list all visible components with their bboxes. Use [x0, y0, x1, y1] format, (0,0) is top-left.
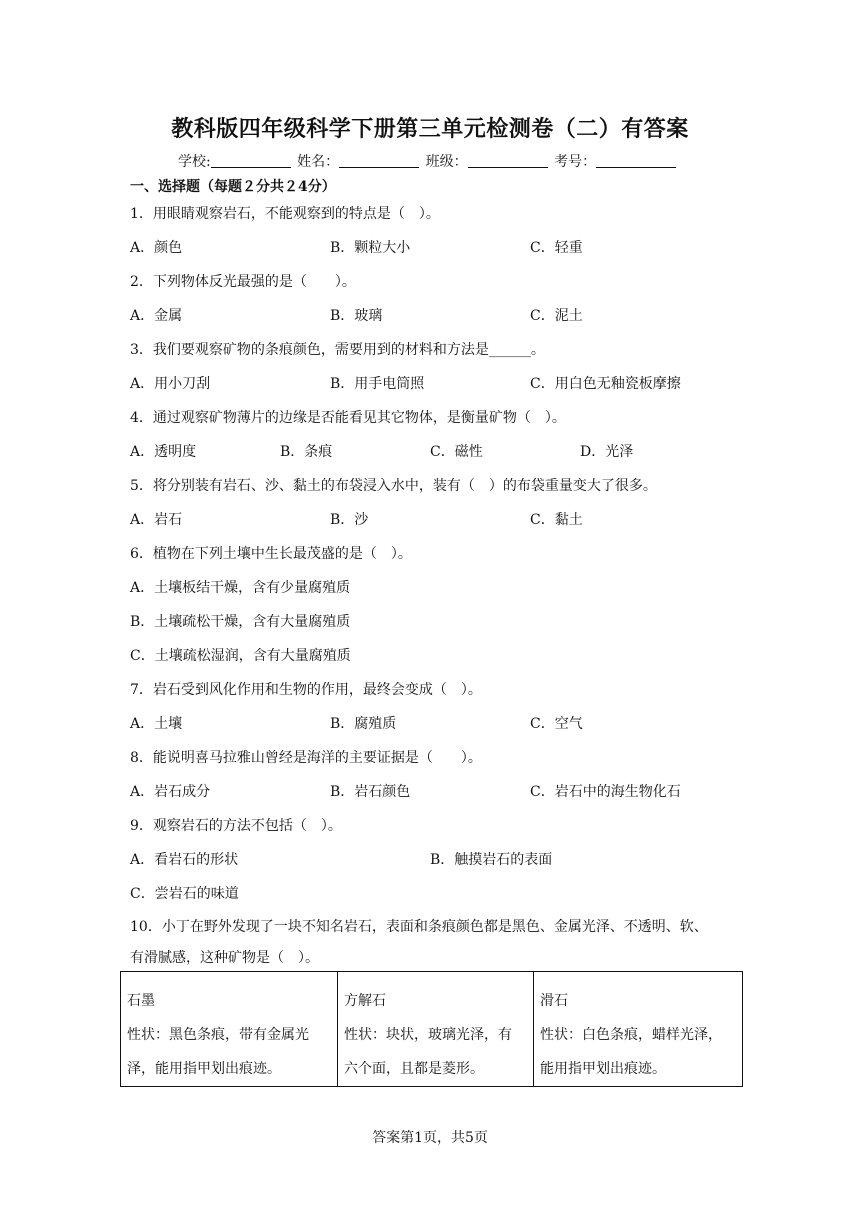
q1-option-a: A．颜色: [130, 240, 183, 256]
mineral-property: 性状：块状，玻璃光泽，有: [344, 1027, 512, 1043]
q5-option-b: B．沙: [330, 512, 369, 528]
page-footer: 答案第1页，共5页: [372, 1130, 488, 1146]
q3-option-b: B．用手电筒照: [330, 376, 425, 392]
mineral-table: [120, 971, 743, 1087]
mineral-property-cont: 六个面，且都是菱形。: [344, 1061, 484, 1077]
q5-option-c: C．黏土: [530, 512, 583, 528]
question-1: 1．用眼睛观察岩石，不能观察到的特点是（ ）。: [130, 206, 440, 222]
class-label: 班级：: [425, 154, 468, 170]
mineral-property: 性状：黑色条痕，带有金属光: [127, 1027, 309, 1043]
q6-option-a: A．土壤板结干燥，含有少量腐殖质: [130, 580, 351, 596]
q3-option-a: A．用小刀刮: [130, 376, 211, 392]
mineral-property-cont: 泽，能用指甲划出痕迹。: [127, 1061, 281, 1077]
q8-option-a: A．岩石成分: [130, 784, 211, 800]
table-cell-calcite: [338, 972, 534, 1087]
page-title: 教科版四年级科学下册第三单元检测卷（二）有答案: [171, 116, 689, 142]
q2-option-a: A．金属: [130, 308, 183, 324]
number-blank[interactable]: [596, 153, 676, 168]
q4-option-d: D．光泽: [580, 444, 634, 460]
question-8: 8．能说明喜马拉雅山曾经是海洋的主要证据是（ ）。: [130, 750, 482, 766]
q4-option-b: B．条痕: [280, 444, 333, 460]
mineral-property-cont: 能用指甲划出痕迹。: [540, 1061, 666, 1077]
q7-option-c: C．空气: [530, 716, 583, 732]
q5-option-a: A．岩石: [130, 512, 183, 528]
table-cell-talc: [534, 972, 743, 1087]
q9-option-b: B．触摸岩石的表面: [430, 852, 553, 868]
q1-option-b: B．颗粒大小: [330, 240, 411, 256]
name-blank[interactable]: [339, 153, 419, 168]
q2-option-c: C．泥土: [530, 308, 583, 324]
q8-option-b: B．岩石颜色: [330, 784, 411, 800]
q6-option-b: B．土壤疏松干燥，含有大量腐殖质: [130, 614, 351, 630]
question-10-continued: 有滑腻感，这种矿物是（ ）。: [130, 950, 319, 966]
mineral-name: 方解石: [344, 993, 386, 1009]
question-10: 10．小丁在野外发现了一块不知名岩石，表面和条痕颜色都是黑色、金属光泽、不透明、软、: [130, 919, 708, 935]
question-4: 4．通过观察矿物薄片的边缘是否能看见其它物体，是衡量矿物（ ）。: [130, 410, 566, 426]
question-9: 9．观察岩石的方法不包括（ ）。: [130, 818, 342, 834]
q4-option-c: C．磁性: [430, 444, 483, 460]
q6-option-c: C．土壤疏松湿润，含有大量腐殖质: [130, 648, 351, 664]
q2-option-b: B．玻璃: [330, 308, 383, 324]
q1-option-c: C．轻重: [530, 240, 583, 256]
school-blank[interactable]: [211, 153, 291, 168]
q8-option-c: C．岩石中的海生物化石: [530, 784, 681, 800]
q7-option-a: A．土壤: [130, 716, 183, 732]
q3-option-c: C．用白色无釉瓷板摩擦: [530, 376, 681, 392]
q9-option-c: C．尝岩石的味道: [130, 886, 239, 902]
q4-option-a: A．透明度: [130, 444, 197, 460]
mineral-name: 石墨: [127, 993, 155, 1009]
section-heading: 一、选择题（每题２分共２4分）: [130, 179, 336, 195]
mineral-property: 性状：白色条痕，蜡样光泽，: [540, 1027, 722, 1043]
name-label: 姓名：: [297, 154, 340, 170]
number-label: 考号：: [554, 154, 597, 170]
table-cell-graphite: [121, 972, 338, 1087]
question-3: 3．我们要观察矿物的条痕颜色，需要用到的材料和方法是______。: [130, 342, 545, 358]
school-label: 学校:: [178, 154, 211, 170]
student-info: [178, 151, 678, 171]
question-5: 5．将分别装有岩石、沙、黏土的布袋浸入水中，装有（ ）的布袋重量变大了很多。: [130, 478, 657, 494]
question-2: 2．下列物体反光最强的是（ ）。: [130, 274, 356, 290]
q9-option-a: A．看岩石的形状: [130, 852, 239, 868]
question-7: 7．岩石受到风化作用和生物的作用，最终会变成（ ）。: [130, 682, 482, 698]
mineral-name: 滑石: [540, 993, 568, 1009]
class-blank[interactable]: [468, 153, 548, 168]
question-6: 6．植物在下列土壤中生长最茂盛的是（ ）。: [130, 546, 412, 562]
q7-option-b: B．腐殖质: [330, 716, 397, 732]
